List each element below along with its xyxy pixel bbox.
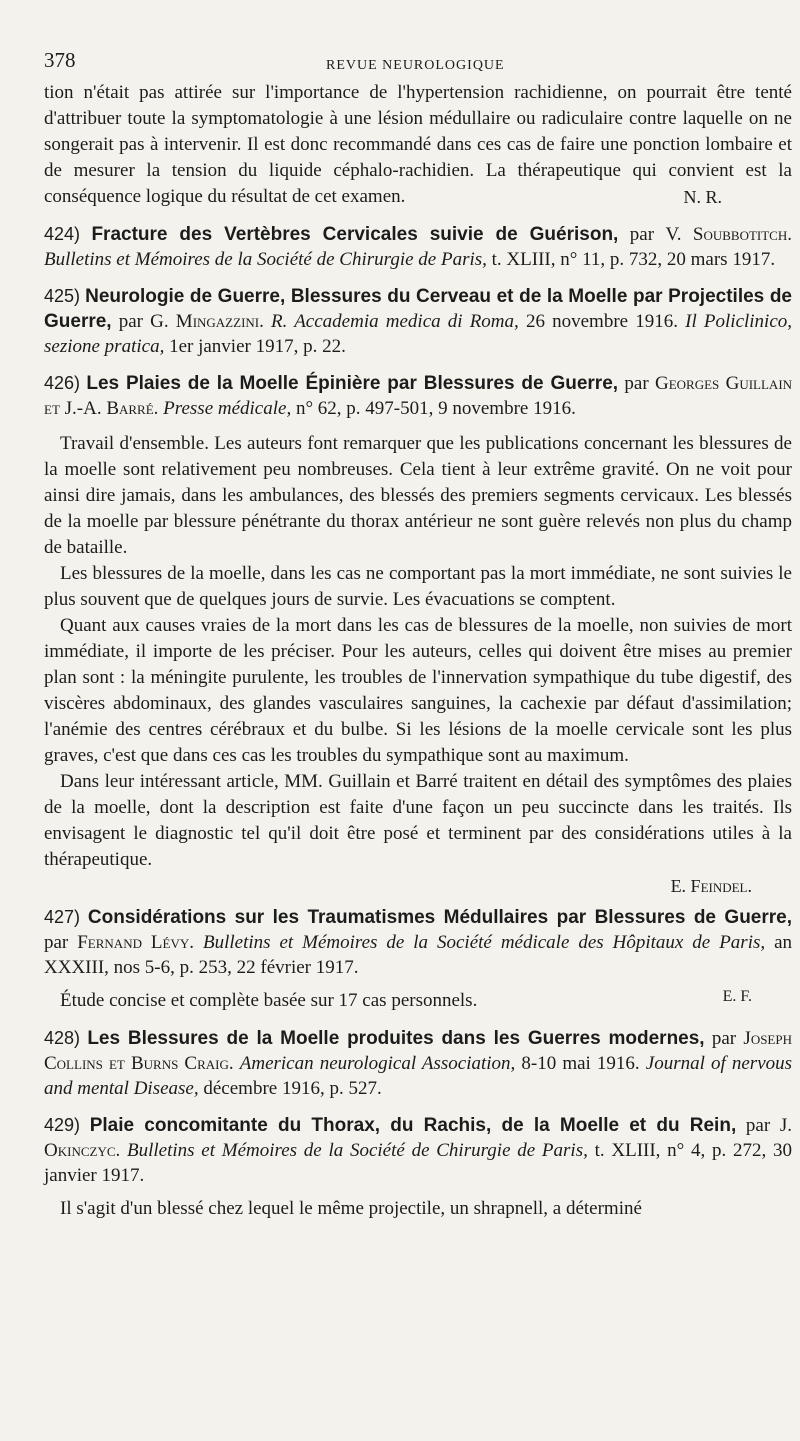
entry-source: Presse médicale, bbox=[163, 398, 292, 419]
entry-paragraph: Travail d'ensemble. Les auteurs font remarquer que les publications concernant les blessures de la moelle sont relativement peu nombreuses. Cela tient à leur extrême gravité. On ne voit pour ainsi dire jamais, dans les ambulances, des blessés des premiers segments cervicaux. Les blessés de la moelle par blessure pénétrante du thorax antérieur ne sont guère relevés non plus du champ de bataille. bbox=[44, 433, 792, 558]
entry-source: American neurological Association, bbox=[239, 1053, 516, 1074]
entry-title: Fracture des Vertèbres Cervicales suivie de Guérison, bbox=[91, 224, 619, 245]
entry-number: 425) bbox=[44, 286, 81, 306]
entry-number: 424) bbox=[44, 224, 81, 244]
entry-by: par bbox=[44, 932, 69, 953]
entry-author: V. Soubbotitch. bbox=[665, 224, 792, 245]
entry-title: Les Blessures de la Moelle produites dans les Guerres modernes, bbox=[87, 1028, 705, 1049]
entry-summary-line bbox=[44, 988, 792, 1014]
entry-425 bbox=[44, 284, 792, 359]
entry-by: par bbox=[118, 311, 144, 332]
intro-signature: N. R. bbox=[683, 187, 722, 207]
entry-428 bbox=[44, 1026, 792, 1101]
entry-by: par bbox=[745, 1115, 771, 1136]
entry-author: Fernand Lévy. bbox=[77, 932, 194, 953]
entry-title: Neurologie de Guerre, Blessures du Cerveau et de la Moelle par Projectiles de Guerre, bbox=[44, 286, 792, 332]
entry-source-2: Il Policlinico, sezione pratica, bbox=[44, 311, 793, 357]
entry-title: Les Plaies de la Moelle Épinière par Blessures de Guerre, bbox=[86, 373, 619, 394]
entry-source-details: n° 62, p. 497-501, 9 novembre 1916. bbox=[295, 398, 576, 419]
entry-author: G. Mingazzini. bbox=[150, 311, 264, 332]
entry-source-details: 8-10 mai 1916. bbox=[521, 1053, 640, 1074]
entry-author: Georges Guillain et J.-A. Barré. bbox=[44, 373, 793, 419]
entry-427 bbox=[44, 905, 792, 1014]
entry-426 bbox=[44, 371, 792, 899]
entry-number: 427) bbox=[44, 907, 81, 927]
entry-summary: Étude concise et complète basée sur 17 cas personnels. bbox=[60, 990, 478, 1011]
entry-number: 429) bbox=[44, 1115, 81, 1135]
entry-source-details: t. XLIII, n° 4, p. 272, 30 janvier 1917. bbox=[44, 1140, 792, 1186]
entry-author: Joseph Collins et Burns Craig. bbox=[44, 1028, 792, 1074]
entry-signature: E. F. bbox=[722, 988, 752, 1005]
entry-source-details-2: 1er janvier 1917, p. 22. bbox=[169, 336, 346, 357]
entry-by: par bbox=[629, 224, 655, 245]
entry-source-details: t. XLIII, n° 11, p. 732, 20 mars 1917. bbox=[491, 249, 776, 270]
entry-paragraph: Les blessures de la moelle, dans les cas ne comportant pas la mort immédiate, ne sont suivies le plus souvent que de quelques jours de survie. Les évacuations se comptent. bbox=[44, 563, 792, 610]
entry-number: 426) bbox=[44, 373, 81, 393]
entry-429 bbox=[44, 1113, 792, 1222]
document-page bbox=[44, 40, 792, 1222]
entry-source: Bulletins et Mémoires de la Société de Chirurgie de Paris, bbox=[44, 249, 487, 270]
page-number: 378 bbox=[44, 48, 76, 72]
entry-source-details: 26 novembre 1916. bbox=[525, 311, 678, 332]
entry-number: 428) bbox=[44, 1028, 81, 1048]
entry-source-details: an XXXIII, nos 5-6, p. 253, 22 février 1917. bbox=[44, 932, 793, 978]
intro-paragraph: tion n'était pas attirée sur l'importance de l'hypertension rachidienne, on pourrait être tenté d'attribuer toute la symptomatologie à une lésion médullaire ou radiculaire contre laquelle on ne songerait pas à intervenir. Il est donc recommandé dans ces cas de faire une ponction lombaire et de mesurer la tension du liquide céphalo-rachidien. La thérapeutique qui convient est la conséquence logique du résultat de cet examen. bbox=[44, 82, 792, 207]
entry-signature: E. Feindel. bbox=[670, 876, 752, 896]
page-header bbox=[44, 40, 792, 80]
entry-by: par bbox=[711, 1028, 737, 1049]
entry-author: J. Okinczyc. bbox=[44, 1115, 793, 1161]
entry-source-details-2: décembre 1916, p. 527. bbox=[203, 1078, 382, 1099]
entry-title: Plaie concomitante du Thorax, du Rachis, de la Moelle et du Rein, bbox=[89, 1115, 737, 1136]
entry-title: Considérations sur les Traumatismes Médullaires par Blessures de Guerre, bbox=[87, 907, 792, 928]
entry-source: Bulletins et Mémoires de la Société de Chirurgie de Paris, bbox=[127, 1140, 588, 1161]
entry-paragraph: Dans leur intéressant article, MM. Guillain et Barré traitent en détail des symptômes des plaies de la moelle, dont la description est faite d'une façon un peu succincte dans les traités. Ils envisagent le diagnostic tel qu'il doit être posé et terminent par des considérations utiles à la thérapeutique. bbox=[44, 771, 792, 870]
entry-source-2: Journal of nervous and mental Disease, bbox=[44, 1053, 793, 1099]
entry-by: par bbox=[624, 373, 649, 394]
entry-paragraph: Quant aux causes vraies de la mort dans les cas de blessures de la moelle, non suivies de mort immédiate, il importe de les préciser. Pour les auteurs, celles qui doivent être mises au premier plan sont : la méningite purulente, les troubles de l'innervation sympathique du tube digestif, des viscères abdominaux, des glandes vasculaires sanguines, la cachexie par défaut d'assimilation; l'anémie des centres cérébraux et du bulbe. Si les lésions de la moelle cervicale sont les plus graves, c'est que dans ces cas les troubles du sympathique sont au maximum. bbox=[44, 615, 792, 766]
entry-source: R. Accademia medica di Roma, bbox=[271, 311, 519, 332]
entry-paragraph: Il s'agit d'un blessé chez lequel le même projectile, un shrapnell, a déterminé bbox=[60, 1198, 642, 1219]
running-title: REVUE NEUROLOGIQUE bbox=[326, 58, 505, 73]
entry-source: Bulletins et Mémoires de la Société médicale des Hôpitaux de Paris, bbox=[202, 932, 766, 953]
entry-424 bbox=[44, 222, 792, 272]
